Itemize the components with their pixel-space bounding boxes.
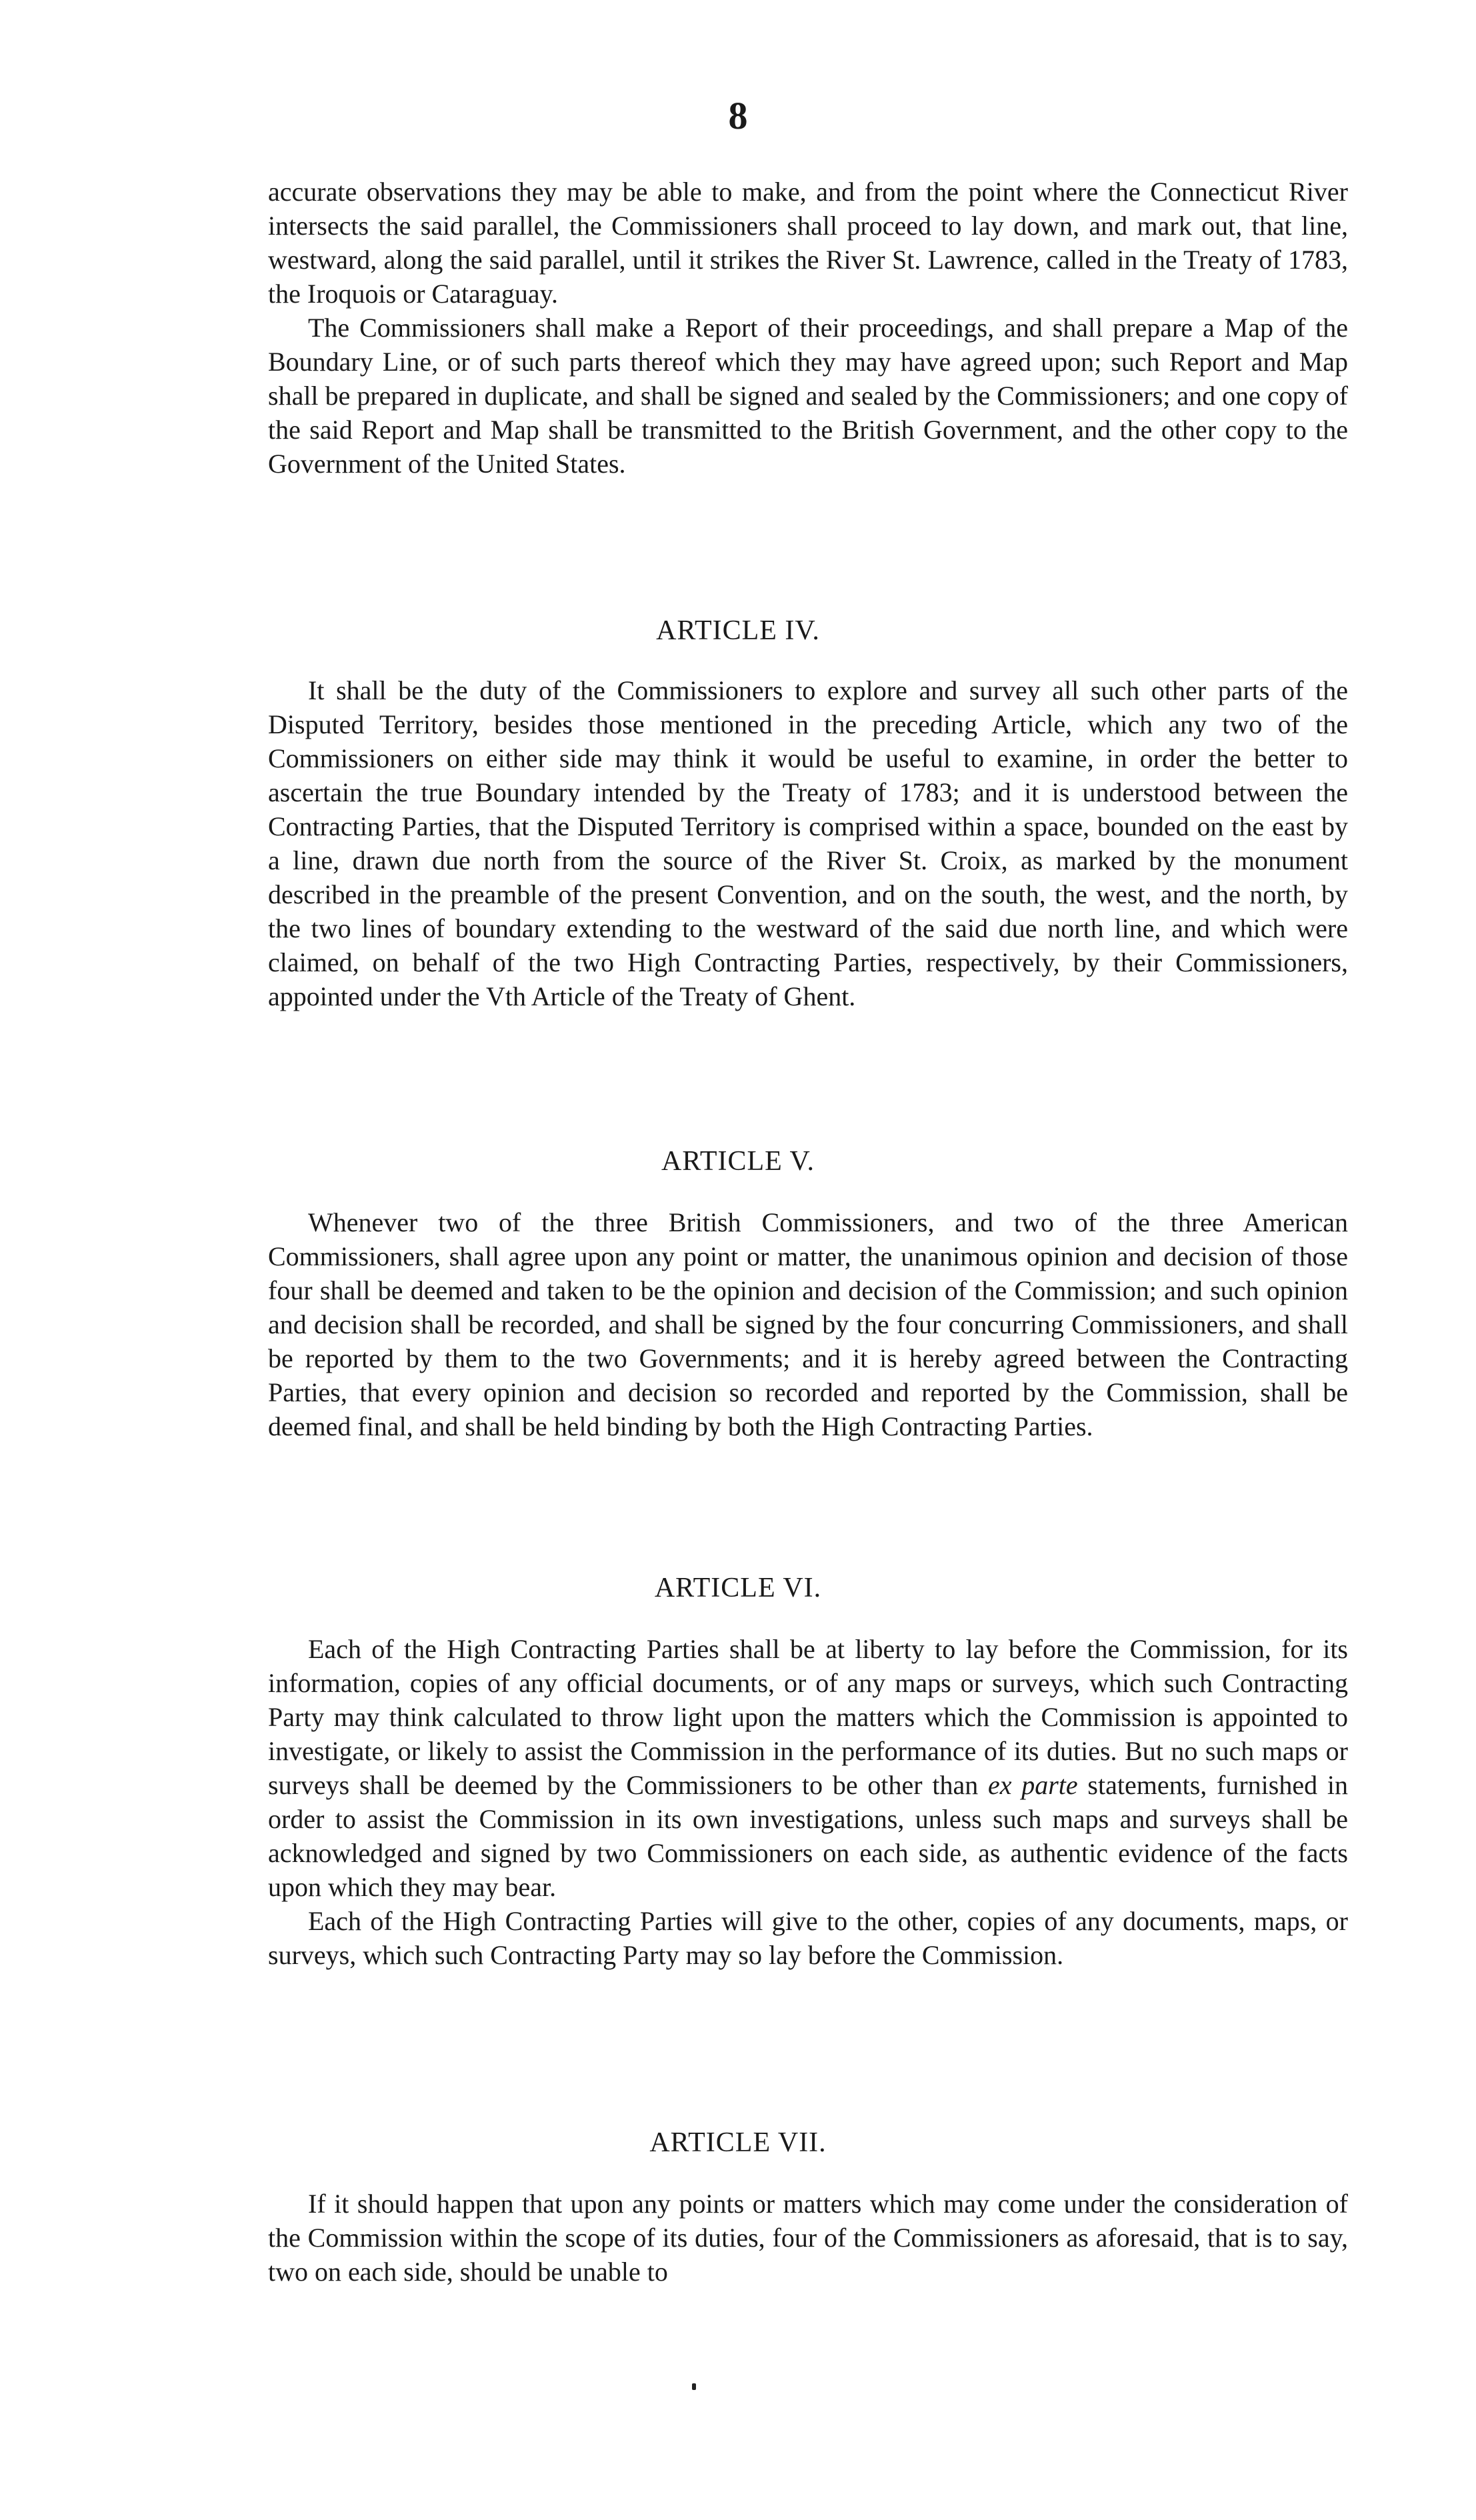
article-iv-paragraph-1: It shall be the duty of the Commissioners to explore and survey all such other parts of the Disputed Territory, besides those mentioned in the preceding Article, which any two of the Commissioners on either side may think it would be useful to examine, in order the better to ascertain the true Boundary intended by the Treaty of 1783; and it is understood between the Contracting Parties, that the Disputed Territory is comprised within a space, bounded on the east by a line, drawn due north from the source of the River St. Croix, as marked by the monument described in the preamble of the present Convention, and on the south, the west, and the north, by the two lines of boundary extending to the westward of the said due north line, and which were claimed, on behalf of the two High Contracting Parties, respectively, by their Commissioners, appointed under the Vth Article of the Treaty of Ghent. [268,675,1348,1011]
article-vi-paragraph-2: Each of the High Contracting Parties will give to the other, copies of any documents, maps, or surveys, which such Contracting Party may so lay before the Commission. [268,1906,1348,1970]
continuation-paragraph-1: accurate observations they may be able to make, and from the point where the Connecticut River intersects the said parallel, the Commissioners shall proceed to lay down, and mark out, that line, westward, along the said parallel, until it strikes the River St. Lawrence, called in the Treaty of 1783, the Iroquois or Cataraguay. [268,177,1348,309]
article-vii-body [268,2187,1348,2289]
article-iv-heading: ARTICLE IV. [656,615,820,646]
page-number: 8 [728,94,748,137]
article-vii-heading: ARTICLE VII. [649,2127,827,2158]
article-v-paragraph-1: Whenever two of the three British Commissioners, and two of the three American Commissioners, shall agree upon any point or matter, the unanimous opinion and decision of those four shall be deemed and taken to be the opinion and decision of the Commission; and such opinion and decision shall be recorded, and shall be signed by the four concurring Commissioners, and shall be reported by them to the two Governments; and it is hereby agreed between the Contracting Parties, that every opinion and decision so recorded and reported by the Commission, shall be deemed final, and shall be held binding by both the High Contracting Parties. [268,1207,1348,1441]
print-speck [692,2383,696,2390]
article-iv-body [268,673,1348,1013]
article-vii-paragraph-1: If it should happen that upon any points or matters which may come under the consideration of the Commission within the scope of its duties, four of the Commissioners as aforesaid, that is to say, two on each side, should be unable to [268,2189,1348,2287]
article-vi-heading: ARTICLE VI. [654,1573,822,1603]
continuation-paragraph-2: The Commissioners shall make a Report of their proceedings, and shall prepare a Map of the Boundary Line, or of such parts thereof which they may have agreed upon; such Report and Map shall be prepared in duplicate, and shall be signed and sealed by the Commissioners; and one copy of the said Report and Map shall be transmitted to the British Government, and the other copy to the Government of the United States. [268,313,1348,479]
article-v-body [268,1205,1348,1443]
ex-parte-italic: ex parte [987,1770,1078,1800]
article-vi-paragraph-1-start: Each of the High Contracting Parties shall be at liberty to lay before the Commission, for its information, copies of any official documents, or of any maps or surveys, which such Contracting Party may think calculated to throw light upon the matters which the Commission is appointed to investigate, or likely to assist the Commission in the performance of its duties. But no such maps or surveys shall be deemed by the Commissioners to be other than [268,1634,1348,1800]
article-vi-paragraph-1 [268,1632,1348,1904]
article-vi-body [268,1632,1348,1972]
article-vi-paragraph-1-end: statements, furnished in order to assist the Commission in its own investigations, unless such maps and surveys shall be acknowledged and signed by two Commissioners on each side, as authentic evidence of the facts upon which they may bear. [268,1770,1348,1902]
continuation-section [268,175,1348,481]
article-v-heading: ARTICLE V. [661,1146,815,1177]
